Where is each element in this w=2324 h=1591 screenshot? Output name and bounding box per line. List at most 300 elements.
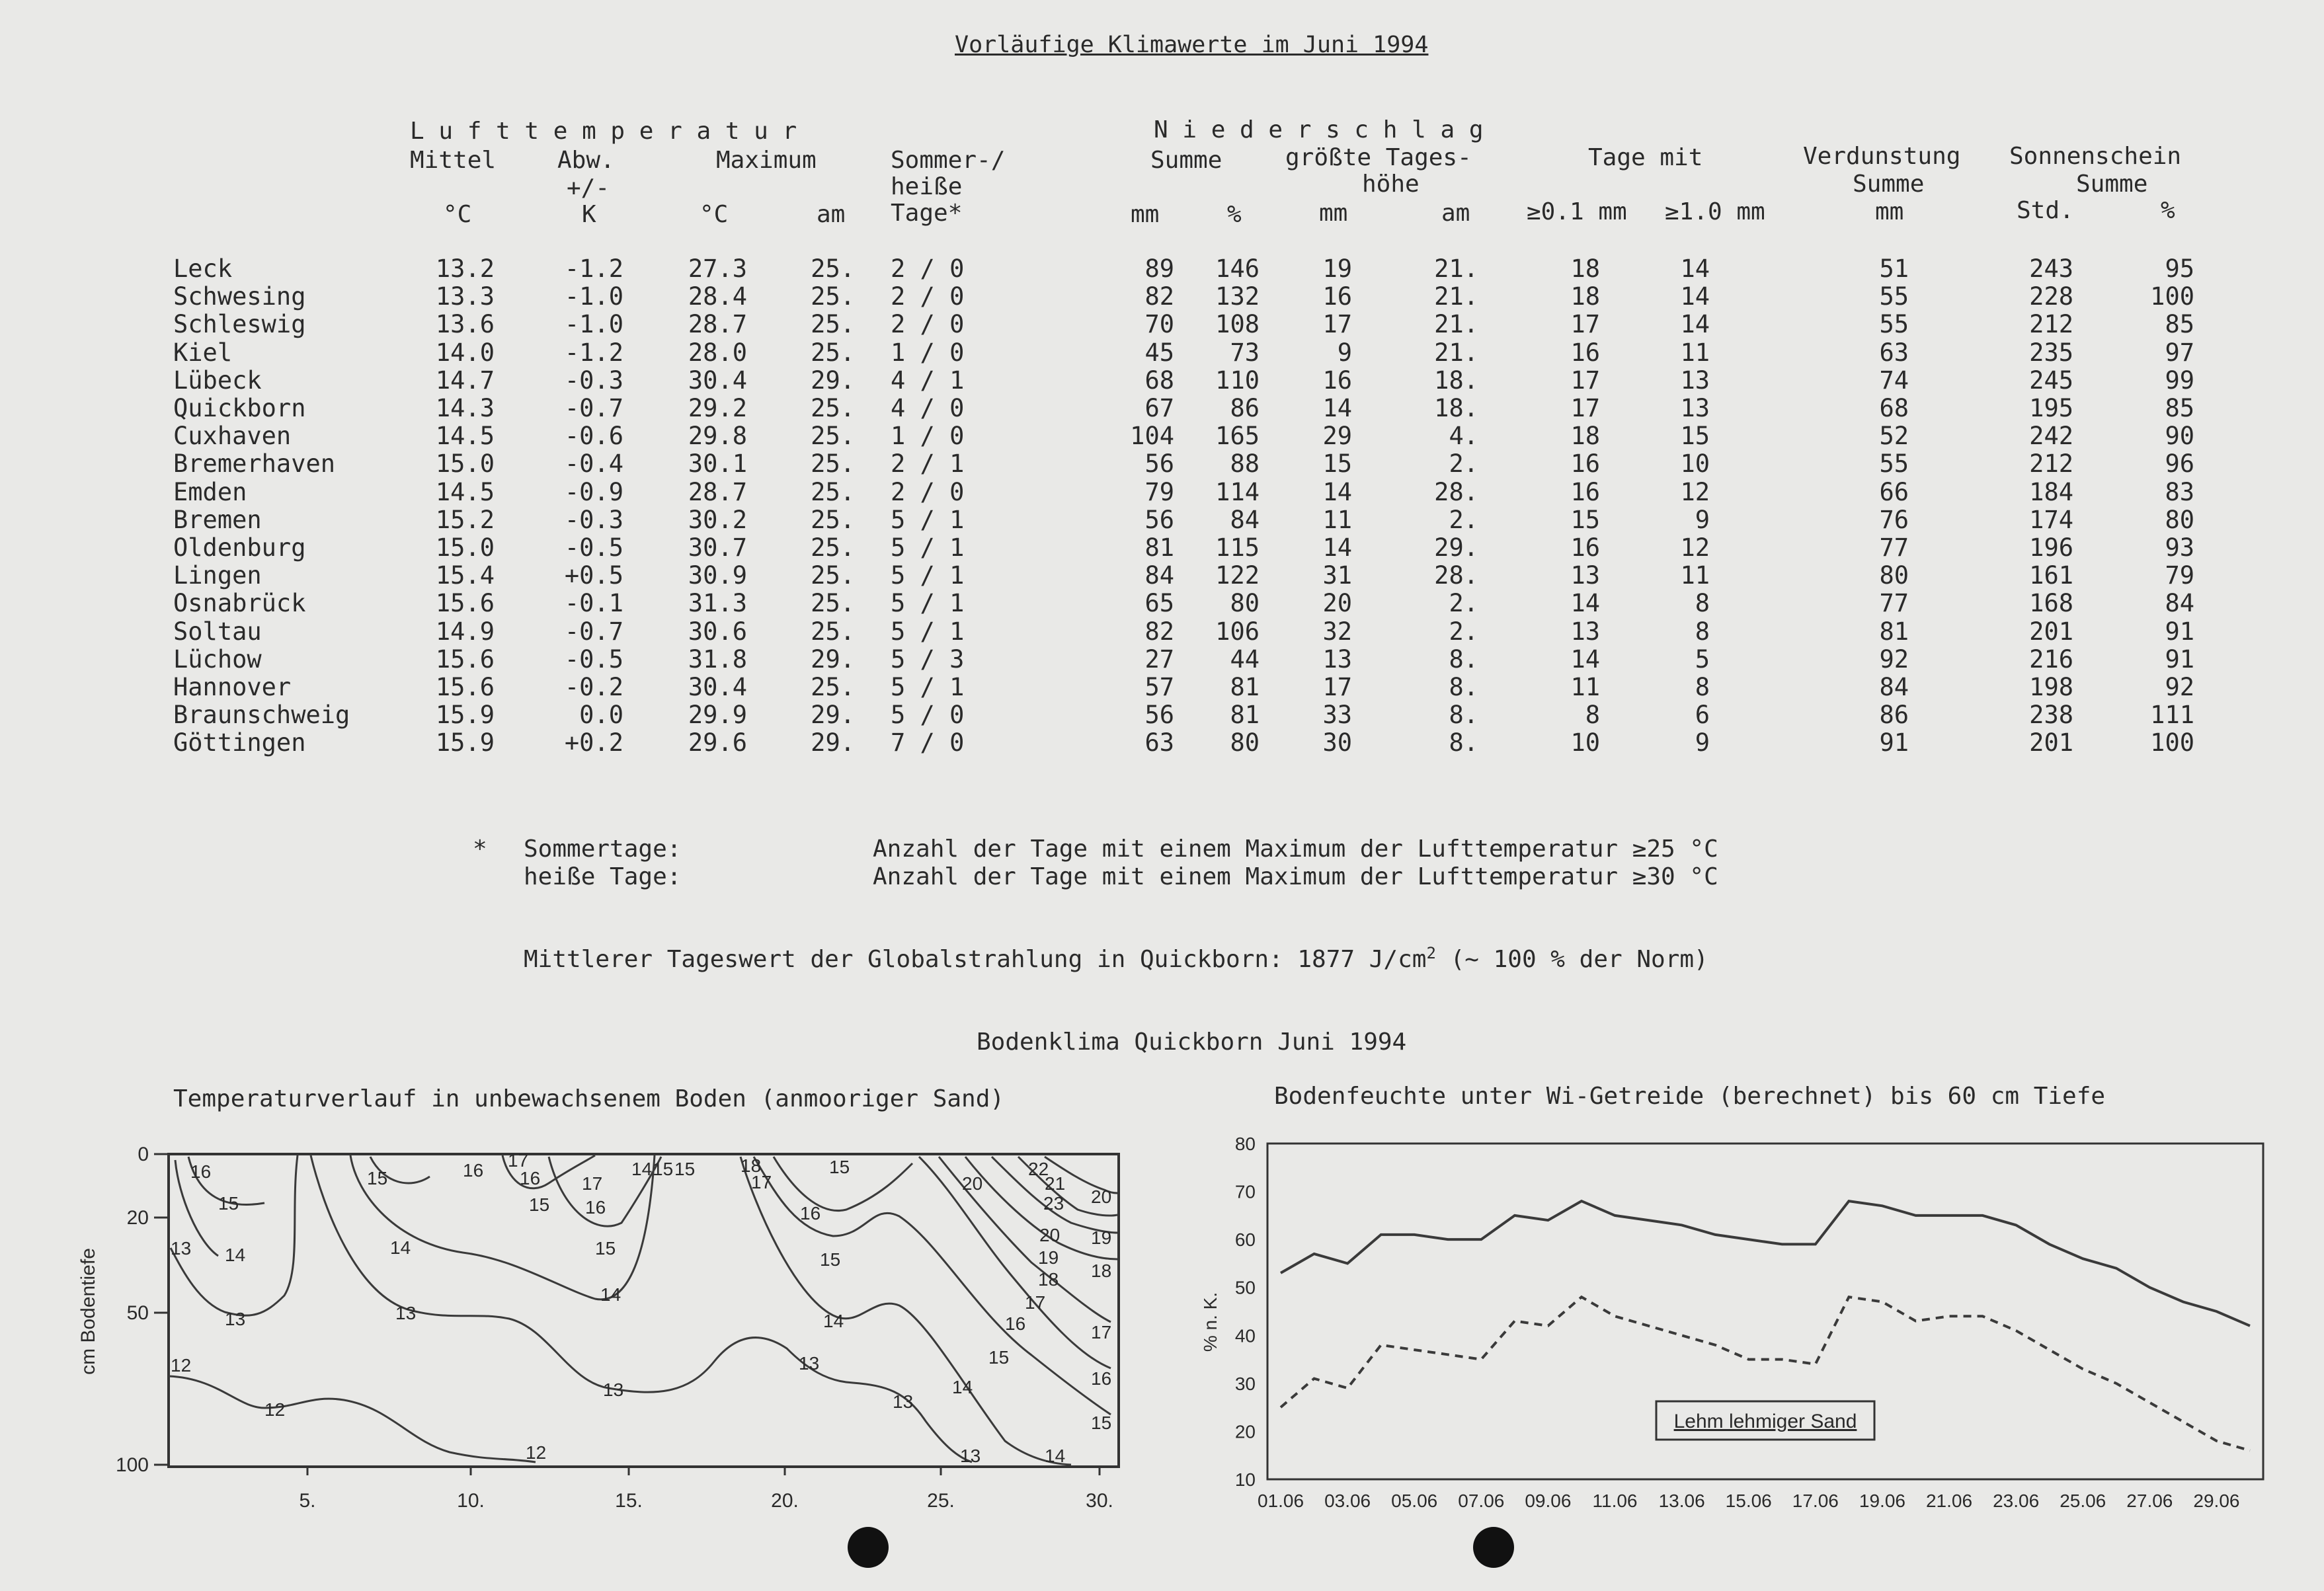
unit-sonne-pct: %: [2161, 197, 2175, 224]
cell-niederschlag-pct: 88: [1230, 449, 1260, 479]
cell-max-tageshoehe: 17: [1322, 673, 1352, 701]
cell-tage-10: 11: [1680, 338, 1710, 367]
page-title: Vorläufige Klimawerte im Juni 1994: [955, 32, 1429, 58]
cell-max-tageshoehe: 31: [1322, 561, 1352, 590]
moisture-xtick: 23.06: [1993, 1491, 2040, 1511]
cell-sonnenschein-std: 195: [2029, 394, 2073, 422]
unit-hoehe-mm: mm: [1319, 200, 1348, 227]
iso-label: 22: [1028, 1159, 1049, 1179]
header-verdunstung-summe: Summe: [1853, 171, 1925, 198]
cell-maximum: 30.4: [688, 366, 747, 395]
cell-mittel: 14.5: [435, 477, 495, 506]
xtick-15: 15.: [615, 1490, 643, 1512]
cell-sommer-heisse: 5 / 1: [891, 673, 965, 701]
cell-max-tageshoehe: 17: [1322, 310, 1352, 339]
cell-tage-01: 11: [1570, 673, 1600, 701]
cell-tage-01: 17: [1570, 366, 1600, 395]
cell-sonnenschein-pct: 79: [2165, 561, 2194, 590]
cell-niederschlag-summe: 27: [1144, 644, 1174, 674]
soil-moisture-chart: [1164, 1124, 2314, 1511]
cell-niederschlag-summe: 82: [1144, 282, 1174, 311]
cell-tageshoehe-am: 8.: [1449, 728, 1478, 757]
header-summe: Summe: [1150, 147, 1222, 174]
cell-sommer-heisse: 1 / 0: [891, 422, 965, 451]
cell-sonnenschein-pct: 96: [2165, 449, 2194, 479]
iso-label: 15: [1091, 1413, 1112, 1433]
cell-verdunstung: 55: [1879, 282, 1909, 311]
footnote-sommertage-label: Sommertage:: [524, 835, 682, 863]
cell-sonnenschein-std: 245: [2029, 366, 2073, 395]
unit-std: Std.: [2017, 197, 2074, 224]
cell-sommer-heisse: 5 / 1: [891, 505, 965, 534]
cell-tage-10: 6: [1695, 701, 1710, 730]
iso-label: 15: [218, 1193, 239, 1214]
cell-sonnenschein-pct: 80: [2165, 505, 2194, 534]
isoline-14-c: [741, 1157, 1071, 1465]
unit-hoehe-am: am: [1441, 200, 1470, 227]
cell-maximum-am: 29.: [811, 644, 855, 674]
isoline-14-b: [350, 1155, 655, 1300]
cell-tage-10: 11: [1680, 561, 1710, 590]
cell-abw: -0.7: [564, 617, 623, 646]
xtick-25: 25.: [927, 1490, 955, 1512]
cell-maximum-am: 25.: [811, 477, 855, 506]
cell-sonnenschein-pct: 111: [2150, 701, 2194, 730]
cell-tageshoehe-am: 21.: [1434, 310, 1478, 339]
header-abw-sign: +/-: [567, 175, 610, 202]
cell-tageshoehe-am: 2.: [1449, 449, 1478, 479]
cell-tage-01: 16: [1570, 477, 1600, 506]
cell-station: Lübeck: [173, 366, 262, 395]
ytick-0: 0: [138, 1144, 149, 1165]
cell-mittel: 15.6: [435, 673, 495, 701]
cell-mittel: 15.6: [435, 589, 495, 618]
header-sommer-1: Sommer-/: [891, 147, 1006, 174]
cell-tage-10: 8: [1695, 589, 1710, 618]
cell-maximum: 28.7: [688, 477, 747, 506]
cell-station: Cuxhaven: [173, 422, 292, 451]
unit-summe-mm: mm: [1131, 201, 1160, 228]
cell-niederschlag-summe: 56: [1144, 701, 1174, 730]
iso-label: 12: [171, 1355, 192, 1376]
cell-tage-10: 15: [1680, 422, 1710, 451]
iso-label: 20: [962, 1173, 983, 1194]
cell-mittel: 14.9: [435, 617, 495, 646]
cell-station: Osnabrück: [173, 589, 306, 618]
cell-verdunstung: 74: [1879, 366, 1909, 395]
ytick-100: 100: [115, 1454, 149, 1476]
cell-abw: -0.4: [564, 449, 623, 479]
iso-label: 13: [171, 1238, 192, 1259]
cell-niederschlag-summe: 63: [1144, 728, 1174, 757]
moisture-y-label: % n. K.: [1200, 1292, 1221, 1352]
cell-tage-01: 15: [1570, 505, 1600, 534]
cell-maximum-am: 25.: [811, 422, 855, 451]
cell-mittel: 14.3: [435, 394, 495, 422]
cell-niederschlag-summe: 70: [1144, 310, 1174, 339]
cell-niederschlag-summe: 104: [1130, 422, 1174, 451]
cell-tage-01: 16: [1570, 533, 1600, 562]
cell-maximum-am: 25.: [811, 394, 855, 422]
cell-niederschlag-pct: 165: [1215, 422, 1260, 451]
cell-maximum-am: 29.: [811, 728, 855, 757]
cell-sommer-heisse: 7 / 0: [891, 728, 965, 757]
cell-mittel: 13.6: [435, 310, 495, 339]
cell-maximum-am: 25.: [811, 617, 855, 646]
cell-tageshoehe-am: 18.: [1434, 394, 1478, 422]
cell-max-tageshoehe: 16: [1322, 282, 1352, 311]
iso-label: 13: [799, 1353, 820, 1374]
cell-sommer-heisse: 4 / 1: [891, 366, 965, 395]
unit-summe-pct: %: [1227, 201, 1242, 228]
cell-abw: -1.2: [564, 254, 623, 283]
cell-maximum: 30.7: [688, 533, 747, 562]
cell-maximum: 30.4: [688, 673, 747, 701]
cell-sonnenschein-pct: 99: [2165, 366, 2194, 395]
cell-sonnenschein-std: 212: [2029, 449, 2073, 479]
footnote-heisse-text: Anzahl der Tage mit einem Maximum der Lufttemperatur ≥30 °C: [873, 863, 1718, 890]
cell-station: Schleswig: [173, 310, 306, 339]
cell-sommer-heisse: 2 / 0: [891, 254, 965, 283]
iso-label: 16: [463, 1160, 484, 1181]
cell-tageshoehe-am: 29.: [1434, 533, 1478, 562]
cell-max-tageshoehe: 33: [1322, 701, 1352, 730]
cell-tageshoehe-am: 21.: [1434, 282, 1478, 311]
cell-tageshoehe-am: 2.: [1449, 589, 1478, 618]
iso-label: 16: [1005, 1313, 1026, 1334]
cell-max-tageshoehe: 32: [1322, 617, 1352, 646]
cell-sonnenschein-pct: 100: [2150, 728, 2194, 757]
cell-niederschlag-pct: 73: [1230, 338, 1260, 367]
iso-label: 15: [367, 1168, 388, 1188]
cell-sonnenschein-std: 174: [2029, 505, 2073, 534]
cell-sommer-heisse: 5 / 1: [891, 533, 965, 562]
cell-sonnenschein-std: 161: [2029, 561, 2073, 590]
header-mittel: Mittel: [410, 147, 497, 174]
cell-station: Bremerhaven: [173, 449, 336, 479]
cell-abw: +0.2: [564, 728, 623, 757]
cell-max-tageshoehe: 14: [1322, 533, 1352, 562]
cell-verdunstung: 68: [1879, 394, 1909, 422]
cell-maximum-am: 25.: [811, 254, 855, 283]
iso-label: 13: [960, 1446, 981, 1466]
cell-verdunstung: 91: [1879, 728, 1909, 757]
cell-tageshoehe-am: 8.: [1449, 701, 1478, 730]
cell-maximum: 31.8: [688, 644, 747, 674]
cell-abw: -1.0: [564, 282, 623, 311]
y-axis-label: cm Bodentiefe: [77, 1248, 99, 1375]
cell-sonnenschein-std: 168: [2029, 589, 2073, 618]
cell-tage-01: 13: [1570, 617, 1600, 646]
cell-station: Kiel: [173, 338, 233, 367]
cell-niederschlag-pct: 115: [1215, 533, 1260, 562]
cell-verdunstung: 77: [1879, 589, 1909, 618]
cell-max-tageshoehe: 14: [1322, 477, 1352, 506]
iso-label: 23: [1043, 1193, 1064, 1214]
footnote-sommertage-text: Anzahl der Tage mit einem Maximum der Lufttemperatur ≥25 °C: [873, 835, 1718, 863]
iso-label: 13: [395, 1303, 417, 1323]
iso-label: 18: [741, 1155, 762, 1176]
cell-tage-10: 9: [1695, 505, 1710, 534]
cell-tageshoehe-am: 4.: [1449, 422, 1478, 451]
cell-tage-01: 14: [1570, 644, 1600, 674]
cell-niederschlag-summe: 65: [1144, 589, 1174, 618]
cell-tage-01: 18: [1570, 282, 1600, 311]
cell-tage-10: 12: [1680, 477, 1710, 506]
cell-abw: -0.3: [564, 505, 623, 534]
iso-label: 15: [988, 1347, 1010, 1368]
cell-abw: -0.1: [564, 589, 623, 618]
cell-abw: -0.3: [564, 366, 623, 395]
moisture-xtick: 11.06: [1592, 1491, 1638, 1511]
cell-niederschlag-pct: 84: [1230, 505, 1260, 534]
cell-maximum-am: 25.: [811, 338, 855, 367]
unit-max-am: am: [817, 201, 846, 228]
moisture-ytick: 30: [1234, 1373, 1256, 1394]
cell-sonnenschein-std: 198: [2029, 673, 2073, 701]
cell-tage-10: 8: [1695, 673, 1710, 701]
cell-tage-01: 18: [1570, 254, 1600, 283]
cell-tageshoehe-am: 2.: [1449, 505, 1478, 534]
moisture-ytick: 20: [1234, 1421, 1256, 1442]
cell-sonnenschein-std: 235: [2029, 338, 2073, 367]
cell-sommer-heisse: 4 / 0: [891, 394, 965, 422]
cell-sonnenschein-pct: 97: [2165, 338, 2194, 367]
bodenklima-title: Bodenklima Quickborn Juni 1994: [977, 1028, 1407, 1056]
moisture-legend-text: Lehm lehmiger Sand: [1673, 1411, 1857, 1432]
cell-maximum: 29.6: [688, 728, 747, 757]
cell-tage-01: 17: [1570, 310, 1600, 339]
iso-label: 18: [1091, 1261, 1112, 1281]
cell-maximum: 30.2: [688, 505, 747, 534]
cell-abw: -1.2: [564, 338, 623, 367]
iso-label: 14: [225, 1245, 246, 1265]
iso-label: 18: [1038, 1269, 1059, 1290]
cell-sommer-heisse: 2 / 0: [891, 282, 965, 311]
iso-label: 20: [1039, 1225, 1061, 1245]
cell-abw: -0.6: [564, 422, 623, 451]
cell-station: Schwesing: [173, 282, 306, 311]
cell-tageshoehe-am: 8.: [1449, 644, 1478, 674]
iso-label: 15: [653, 1159, 674, 1179]
moisture-ytick: 80: [1234, 1134, 1256, 1154]
cell-sommer-heisse: 5 / 0: [891, 701, 965, 730]
iso-label: 17: [508, 1150, 529, 1171]
cell-max-tageshoehe: 20: [1322, 589, 1352, 618]
cell-tageshoehe-am: 28.: [1434, 477, 1478, 506]
cell-sonnenschein-std: 216: [2029, 644, 2073, 674]
cell-tage-01: 17: [1570, 394, 1600, 422]
footnote-star: *: [473, 835, 487, 863]
punch-hole-left: [848, 1527, 889, 1568]
cell-tageshoehe-am: 21.: [1434, 338, 1478, 367]
cell-abw: -0.7: [564, 394, 623, 422]
cell-verdunstung: 92: [1879, 644, 1909, 674]
cell-tage-10: 12: [1680, 533, 1710, 562]
moisture-xtick: 21.06: [1925, 1491, 1973, 1511]
cell-niederschlag-summe: 45: [1144, 338, 1174, 367]
cell-niederschlag-pct: 80: [1230, 728, 1260, 757]
cell-sonnenschein-pct: 91: [2165, 617, 2194, 646]
cell-abw: -0.2: [564, 673, 623, 701]
cell-verdunstung: 51: [1879, 254, 1909, 283]
cell-niederschlag-summe: 81: [1144, 533, 1174, 562]
moisture-xtick: 27.06: [2126, 1491, 2173, 1511]
cell-station: Göttingen: [173, 728, 306, 757]
iso-label: 14: [823, 1311, 844, 1331]
cell-maximum-am: 29.: [811, 701, 855, 730]
cell-sommer-heisse: 5 / 3: [891, 644, 965, 674]
cell-verdunstung: 63: [1879, 338, 1909, 367]
iso-label: 14: [1045, 1446, 1066, 1466]
cell-sonnenschein-std: 242: [2029, 422, 2073, 451]
cell-mittel: 15.9: [435, 728, 495, 757]
iso-label: 13: [603, 1379, 624, 1400]
ytick-50: 50: [126, 1302, 149, 1324]
iso-label: 14: [952, 1377, 973, 1397]
header-lufttemperatur: L u f t t e m p e r a t u r: [410, 118, 797, 145]
cell-sommer-heisse: 5 / 1: [891, 617, 965, 646]
cell-mittel: 13.3: [435, 282, 495, 311]
cell-tage-01: 8: [1585, 701, 1600, 730]
cell-abw: 0.0: [579, 701, 623, 730]
cell-mittel: 14.7: [435, 366, 495, 395]
cell-maximum-am: 25.: [811, 561, 855, 590]
header-maximum: Maximum: [716, 147, 817, 174]
iso-label: 15: [529, 1194, 550, 1215]
cell-mittel: 13.2: [435, 254, 495, 283]
cell-max-tageshoehe: 15: [1322, 449, 1352, 479]
cell-tage-10: 14: [1680, 282, 1710, 311]
cell-abw: -0.9: [564, 477, 623, 506]
iso-label: 17: [751, 1172, 772, 1192]
iso-label: 15: [829, 1157, 850, 1177]
cell-maximum-am: 25.: [811, 449, 855, 479]
iso-label: 16: [1091, 1368, 1112, 1389]
moisture-ytick: 50: [1234, 1277, 1256, 1298]
cell-sonnenschein-std: 196: [2029, 533, 2073, 562]
cell-maximum-am: 25.: [811, 505, 855, 534]
cell-niederschlag-pct: 114: [1215, 477, 1260, 506]
header-verdunstung: Verdunstung: [1803, 143, 1961, 170]
header-niederschlag: N i e d e r s c h l a g: [1154, 116, 1484, 143]
cell-station: Emden: [173, 477, 247, 506]
cell-sommer-heisse: 2 / 1: [891, 449, 965, 479]
cell-verdunstung: 66: [1879, 477, 1909, 506]
cell-sonnenschein-pct: 92: [2165, 673, 2194, 701]
cell-abw: -1.0: [564, 310, 623, 339]
cell-maximum-am: 25.: [811, 310, 855, 339]
cell-maximum-am: 25.: [811, 282, 855, 311]
cell-niederschlag-summe: 56: [1144, 449, 1174, 479]
cell-tage-01: 14: [1570, 589, 1600, 618]
moisture-xtick: 09.06: [1525, 1491, 1572, 1511]
cell-sommer-heisse: 2 / 0: [891, 310, 965, 339]
cell-verdunstung: 55: [1879, 310, 1909, 339]
cell-sommer-heisse: 5 / 1: [891, 589, 965, 618]
cell-sonnenschein-pct: 93: [2165, 533, 2194, 562]
cell-maximum: 28.7: [688, 310, 747, 339]
cell-niederschlag-pct: 108: [1215, 310, 1260, 339]
header-groesste-1: größte Tages-: [1285, 144, 1472, 171]
cell-max-tageshoehe: 16: [1322, 366, 1352, 395]
cell-tage-10: 8: [1695, 617, 1710, 646]
punch-hole-right: [1473, 1527, 1514, 1568]
cell-verdunstung: 76: [1879, 505, 1909, 534]
moisture-ytick: 70: [1234, 1181, 1256, 1202]
cell-abw: -0.5: [564, 644, 623, 674]
cell-maximum-am: 29.: [811, 366, 855, 395]
cell-verdunstung: 84: [1879, 673, 1909, 701]
cell-niederschlag-pct: 86: [1230, 394, 1260, 422]
cell-sonnenschein-pct: 100: [2150, 282, 2194, 311]
cell-tage-10: 5: [1695, 644, 1710, 674]
cell-niederschlag-summe: 79: [1144, 477, 1174, 506]
cell-sonnenschein-std: 228: [2029, 282, 2073, 311]
iso-label: 16: [520, 1168, 541, 1188]
cell-sonnenschein-std: 243: [2029, 254, 2073, 283]
iso-label: 12: [264, 1399, 286, 1420]
cell-tage-10: 13: [1680, 394, 1710, 422]
iso-label: 19: [1038, 1247, 1059, 1268]
cell-station: Soltau: [173, 617, 262, 646]
moisture-xtick: 03.06: [1324, 1491, 1371, 1511]
cell-tage-01: 10: [1570, 728, 1600, 757]
cell-verdunstung: 86: [1879, 701, 1909, 730]
footnote-heisse-label: heiße Tage:: [524, 863, 682, 890]
iso-label: 16: [190, 1161, 212, 1182]
cell-niederschlag-pct: 106: [1215, 617, 1260, 646]
moisture-ytick: 10: [1234, 1469, 1256, 1490]
cell-max-tageshoehe: 29: [1322, 422, 1352, 451]
cell-mittel: 15.6: [435, 644, 495, 674]
header-sonnenschein-summe: Summe: [2076, 171, 2148, 198]
cell-station: Hannover: [173, 673, 292, 701]
iso-label: 15: [595, 1238, 616, 1259]
header-sommer-3: Tage*: [891, 200, 963, 227]
soil-temperature-title: Temperaturverlauf in unbewachsenem Boden (anmooriger Sand): [173, 1085, 1005, 1112]
unit-tage-10: ≥1.0 mm: [1665, 198, 1765, 225]
cell-maximum-am: 25.: [811, 533, 855, 562]
cell-mittel: 15.0: [435, 449, 495, 479]
cell-tageshoehe-am: 2.: [1449, 617, 1478, 646]
cell-sommer-heisse: 1 / 0: [891, 338, 965, 367]
cell-niederschlag-pct: 132: [1215, 282, 1260, 311]
moisture-xtick: 29.06: [2193, 1491, 2240, 1511]
iso-label: 17: [1091, 1322, 1112, 1342]
header-groesste-2: höhe: [1362, 171, 1420, 198]
header-abw: Abw.: [557, 147, 615, 174]
cell-verdunstung: 52: [1879, 422, 1909, 451]
moisture-xtick: 15.06: [1725, 1491, 1772, 1511]
cell-sonnenschein-std: 201: [2029, 728, 2073, 757]
cell-maximum: 27.3: [688, 254, 747, 283]
header-tage-mit: Tage mit: [1588, 144, 1703, 171]
moisture-xtick: 19.06: [1859, 1491, 1905, 1511]
cell-station: Quickborn: [173, 394, 306, 422]
cell-niederschlag-summe: 57: [1144, 673, 1174, 701]
iso-label: 13: [225, 1309, 246, 1329]
cell-mittel: 14.0: [435, 338, 495, 367]
cell-mittel: 15.0: [435, 533, 495, 562]
cell-mittel: 15.4: [435, 561, 495, 590]
cell-station: Bremen: [173, 505, 262, 534]
cell-niederschlag-pct: 122: [1215, 561, 1260, 590]
cell-verdunstung: 77: [1879, 533, 1909, 562]
xtick-20: 20.: [771, 1490, 799, 1512]
iso-label: 17: [582, 1173, 603, 1194]
iso-label: 14: [631, 1159, 653, 1179]
